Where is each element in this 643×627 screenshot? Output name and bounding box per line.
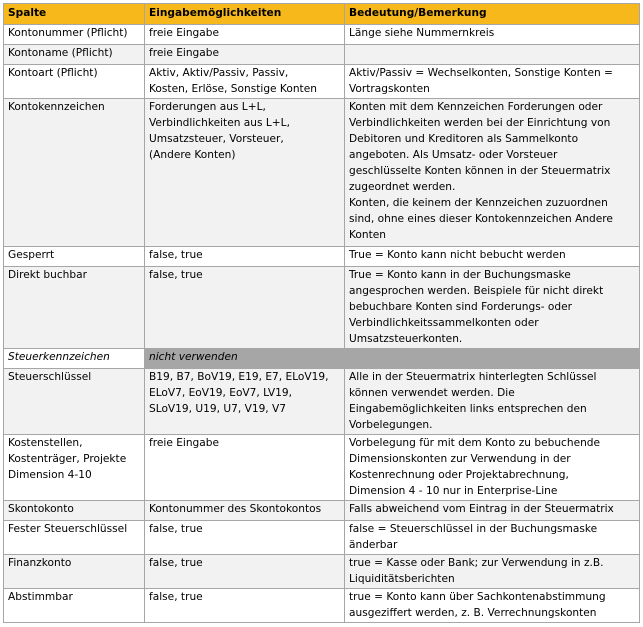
- header-spalte: Spalte: [4, 4, 145, 25]
- table-row: [4, 501, 640, 521]
- cell-eingabe: B19, B7, BoV19, E19, E7, ELoV19, ELoV7, EoV19, EoV7, LV19, SLoV19, U19, U7, V19, V7: [145, 369, 345, 435]
- header-bedeutung: Bedeutung/Bemerkung: [345, 4, 640, 25]
- cell-eingabe: false, true: [145, 555, 345, 589]
- cell-eingabe: freie Eingabe: [145, 45, 345, 65]
- cell-spalte: Steuerschlüssel: [4, 369, 145, 435]
- cell-spalte: Kostenstellen, Kostenträger, Projekte Dimension 4-10: [4, 435, 145, 501]
- cell-bedeutung: Alle in der Steuermatrix hinterlegten Schlüssel können verwendet werden. Die Eingabemöglichkeiten links entsprechen den Vorbelegungen.: [345, 369, 640, 435]
- cell-eingabe: Forderungen aus L+L, Verbindlichkeiten aus L+L, Umsatzsteuer, Vorsteuer, (Andere Konten): [145, 99, 345, 247]
- cell-eingabe: Aktiv, Aktiv/Passiv, Passiv, Kosten, Erlöse, Sonstige Konten: [145, 65, 345, 99]
- cell-spalte: Kontoart (Pflicht): [4, 65, 145, 99]
- table-row: [4, 267, 640, 349]
- table-row: [4, 247, 640, 267]
- cell-eingabe: freie Eingabe: [145, 25, 345, 45]
- table-row: [4, 369, 640, 435]
- cell-bedeutung: Aktiv/Passiv = Wechselkonten, Sonstige Konten = Vortragskonten: [345, 65, 640, 99]
- table-row: [4, 99, 640, 247]
- table-row: [4, 589, 640, 623]
- cell-eingabe: freie Eingabe: [145, 435, 345, 501]
- table-row: [4, 45, 640, 65]
- cell-bedeutung: true = Kasse oder Bank; zur Verwendung in z.B. Liquiditätsberichten: [345, 555, 640, 589]
- cell-spalte: Kontokennzeichen: [4, 99, 145, 247]
- cell-bedeutung: True = Konto kann in der Buchungsmaske angesprochen werden. Beispiele für nicht direkt bebuchbare Konten sind Forderungs- oder Verbindlichkeitssammelkonten oder Umsatzsteuerkonten.: [345, 267, 640, 349]
- field-description-table: [3, 3, 640, 623]
- cell-spalte: Skontokonto: [4, 501, 145, 521]
- cell-bedeutung: True = Konto kann nicht bebucht werden: [345, 247, 640, 267]
- table-row: [4, 521, 640, 555]
- cell-bedeutung: Konten mit dem Kennzeichen Forderungen oder Verbindlichkeiten werden bei der Einrichtung von Debitoren und Kreditoren als Sammelkonto angeboten. Als Umsatz- oder Vorsteuer geschlüsselte Konten können in der Steuermatrix zugeordnet werden. Konten, die keinem der Kennzeichen zuzuordnen sind, ohne eines dieser Kontokennzeichen Andere Konten: [345, 99, 640, 247]
- cell-eingabe: Kontonummer des Skontokontos: [145, 501, 345, 521]
- cell-bedeutung: Vorbelegung für mit dem Konto zu bebuchende Dimensionskonten zur Verwendung in der Kostenrechnung oder Projektabrechnung, Dimension 4 - 10 nur in Enterprise-Line: [345, 435, 640, 501]
- cell-spalte: Direkt buchbar: [4, 267, 145, 349]
- cell-spalte: Fester Steuerschlüssel: [4, 521, 145, 555]
- cell-bedeutung: false = Steuerschlüssel in der Buchungsmaske änderbar: [345, 521, 640, 555]
- cell-spalte: Steuerkennzeichen: [4, 349, 145, 369]
- table-row: [4, 555, 640, 589]
- cell-spalte: Gesperrt: [4, 247, 145, 267]
- cell-bedeutung: Länge siehe Nummernkreis: [345, 25, 640, 45]
- cell-bedeutung: [345, 45, 640, 65]
- cell-eingabe: false, true: [145, 521, 345, 555]
- cell-bedeutung: Falls abweichend vom Eintrag in der Steuermatrix: [345, 501, 640, 521]
- cell-eingabe: false, true: [145, 247, 345, 267]
- table-header-row: [4, 4, 640, 25]
- cell-spalte: Kontonummer (Pflicht): [4, 25, 145, 45]
- table-row: [4, 65, 640, 99]
- cell-eingabe: false, true: [145, 267, 345, 349]
- cell-bedeutung: true = Konto kann über Sachkontenabstimmung ausgeziffert werden, z. B. Verrechnungskonten: [345, 589, 640, 623]
- cell-spalte: Abstimmbar: [4, 589, 145, 623]
- table-row: [4, 435, 640, 501]
- table-row: [4, 25, 640, 45]
- cell-eingabe: nicht verwenden: [145, 349, 640, 369]
- cell-spalte: Kontoname (Pflicht): [4, 45, 145, 65]
- header-eingabemoeglichkeiten: Eingabemöglichkeiten: [145, 4, 345, 25]
- table-row: [4, 349, 640, 369]
- cell-spalte: Finanzkonto: [4, 555, 145, 589]
- cell-eingabe: false, true: [145, 589, 345, 623]
